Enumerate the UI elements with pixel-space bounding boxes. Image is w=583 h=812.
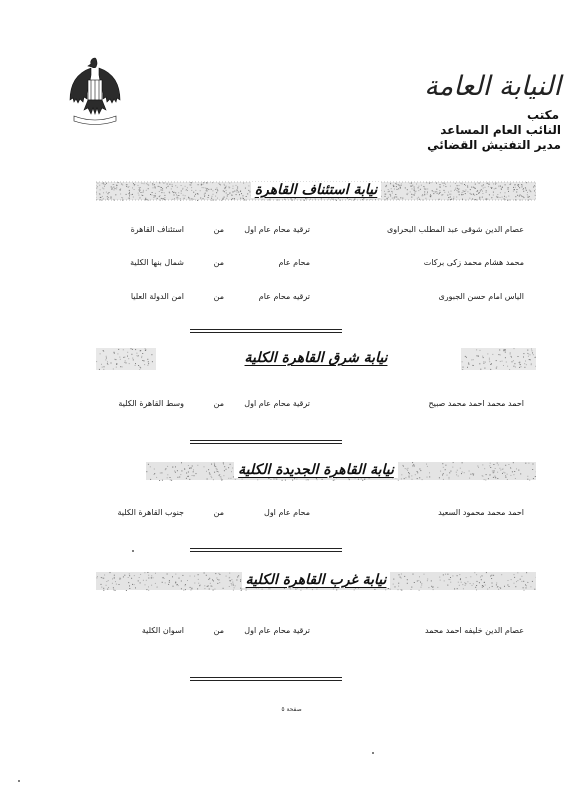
table-row (90, 397, 524, 411)
section-banner-west-cairo (96, 570, 536, 592)
section-banner-east-cairo (96, 348, 536, 370)
person-name: عصام الدين شوقى عبد المطلب البحراوى (386, 225, 524, 234)
texture-dot (509, 369, 510, 370)
texture-dot (113, 369, 114, 370)
page-number: صفحة ٥ (281, 706, 302, 713)
texture-dot (462, 369, 463, 370)
person-name: عصام الدين خليفه احمد محمد (424, 626, 524, 635)
from-label: من (213, 292, 224, 301)
section-separator (190, 548, 342, 553)
scan-speck (18, 780, 20, 782)
promotion-action: محام عام اول (264, 508, 310, 517)
texture-dot (221, 200, 222, 201)
person-name: احمد محمد احمد محمد صبيح (428, 399, 524, 408)
texture-dot (114, 200, 115, 201)
table-row (90, 506, 524, 520)
person-name: محمد هشام محمد زكى بركات (423, 258, 524, 267)
origin-office: وسط القاهرة الكلية (118, 399, 184, 408)
origin-office: اسوان الكلية (141, 626, 184, 635)
from-label: من (213, 258, 224, 267)
office-label: مكتب (526, 108, 559, 122)
texture-dot (336, 200, 337, 201)
section-banner-new-cairo (96, 460, 536, 482)
promotion-action: محام عام (278, 258, 310, 267)
scan-speck (372, 752, 374, 754)
section-separator (190, 677, 342, 682)
section-banner-appeal (96, 180, 536, 202)
from-label: من (213, 225, 224, 234)
origin-office: استئناف القاهرة (130, 225, 184, 234)
section-title: نيابة شرق القاهرة الكلية (241, 350, 392, 366)
origin-office: شمال بنها الكلية (130, 258, 184, 267)
texture-dot (103, 369, 104, 370)
texture-dot (490, 369, 491, 370)
director-label: مدير التفتيش القضائي (427, 138, 561, 152)
section-title: نيابة القاهرة الجديدة الكلية (234, 462, 398, 478)
section-title: نيابة استئناف القاهرة (251, 182, 382, 198)
texture-dot (180, 200, 181, 201)
section-separator (190, 329, 342, 334)
scan-speck (132, 550, 134, 552)
texture-dot (480, 369, 481, 370)
texture-dot (126, 590, 127, 591)
table-row (90, 624, 524, 638)
texture-dot (99, 369, 100, 370)
texture-dot (159, 480, 160, 481)
person-name: احمد محمد محمود السعيد (438, 508, 524, 517)
texture-dot (114, 590, 115, 591)
table-row (90, 256, 524, 270)
texture-dot (241, 590, 242, 591)
from-label: من (213, 399, 224, 408)
table-row (90, 290, 524, 304)
promotion-action: ترقيه محام عام (258, 292, 310, 301)
person-name: الياس امام حسن الجبورى (438, 292, 524, 301)
org-title: النيابة العامة (424, 71, 561, 102)
section-title: نيابة غرب القاهرة الكلية (242, 572, 391, 588)
promotion-action: ترقية محام عام اول (244, 225, 310, 234)
deputy-label: النائب العام المساعد (440, 123, 561, 137)
origin-office: جنوب القاهرة الكلية (117, 508, 184, 517)
organization-header (361, 72, 561, 153)
eagle-emblem-icon (66, 56, 124, 128)
from-label: من (213, 508, 224, 517)
promotion-action: ترقية محام عام اول (244, 626, 310, 635)
section-separator (190, 440, 342, 445)
table-row (90, 223, 524, 237)
promotion-action: ترقية محام عام اول (244, 399, 310, 408)
origin-office: امن الدولة العليا (130, 292, 184, 301)
texture-dot (197, 200, 198, 201)
from-label: من (213, 626, 224, 635)
texture-dot (115, 590, 116, 591)
texture-dot (139, 369, 140, 370)
